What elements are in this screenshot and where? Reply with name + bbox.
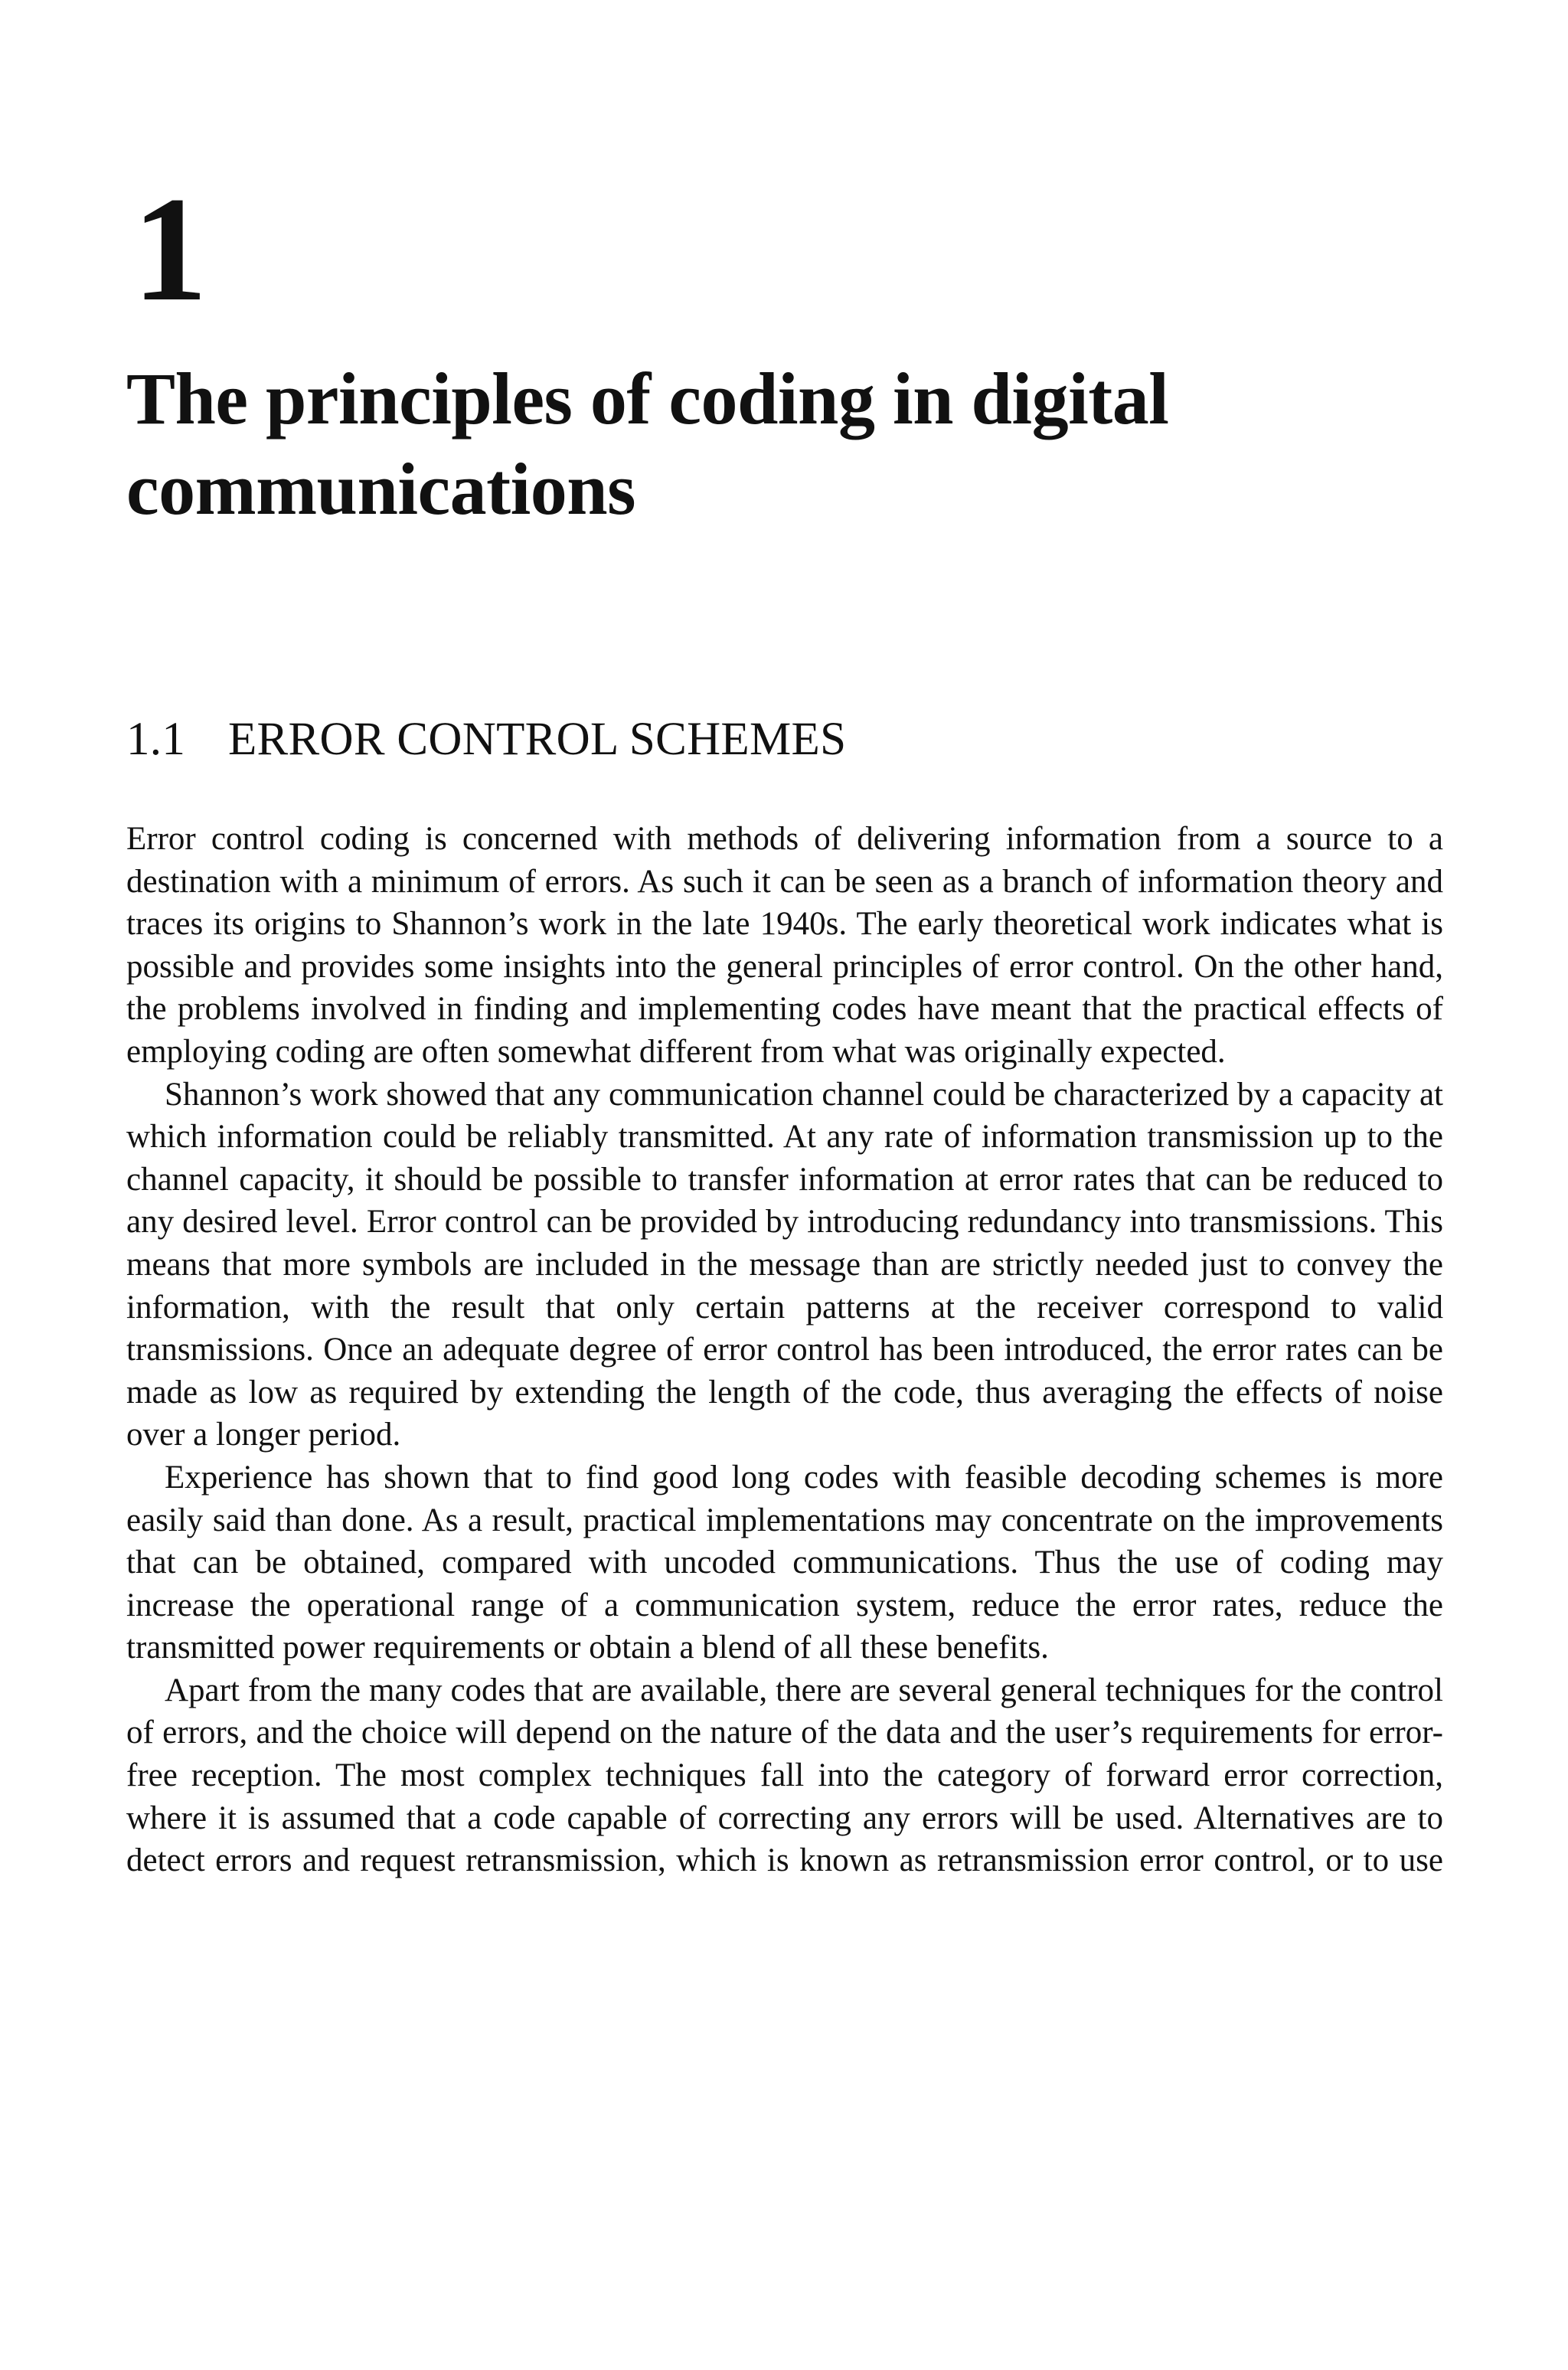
section-number: 1.1 xyxy=(126,714,186,765)
paragraph-3: Experience has shown that to find good long codes with feasible decoding schemes is more easily said than done. As a result, practical implementations may concentrate on the improvements that can be obtained, compared with uncoded communications. Thus the use of coding may increase the operational range of a communication system, reduce the error rates, reduce the transmitted power requirements or obtain a blend of all these benefits. xyxy=(126,1459,1443,1666)
section-heading xyxy=(126,716,846,763)
body-text xyxy=(126,818,1443,1882)
paragraph-1: Error control coding is concerned with methods of delivering information from a source to a destination with a minimum of errors. As such it can be seen as a branch of information theory and traces its origins to Shannon’s work in the late 1940s. The early theoretical work indicates what is possible and provides some insights into the general principles of error control. On the other hand, the problems involved in finding and implementing codes have meant that the practical effects of employing coding are often somewhat different from what was originally expected. xyxy=(126,821,1443,1070)
chapter-number: 1 xyxy=(132,166,204,332)
paragraph-4: Apart from the many codes that are available, there are several general techniques for the control of errors, and the choice will depend on the nature of the data and the user’s requirements for error-free reception. The most complex techniques fall into the category of forward error correction, where it is assumed that a code capable of correcting any errors will be used. Alternatives are to detect errors and request retransmission, which is known as retransmission error control, or to use xyxy=(126,1672,1443,1879)
chapter-title: The principles of coding in digital communications xyxy=(126,358,1169,530)
section-title: ERROR CONTROL SCHEMES xyxy=(228,714,847,765)
paragraph-2: Shannon’s work showed that any communication channel could be characterized by a capacity at which information could be reliably transmitted. At any rate of information transmission up to the channel capacity, it should be possible to transfer information at error rates that can be reduced to any desired level. Error control can be provided by introducing redundancy into transmissions. This means that more symbols are included in the message than are strictly needed just to convey the information, with the result that only certain patterns at the receiver correspond to valid transmissions. Once an adequate degree of error control has been introduced, the error rates can be made as low as required by extending the length of the code, thus averaging the effects of noise over a longer period. xyxy=(126,1076,1443,1453)
book-page xyxy=(126,0,1443,2370)
